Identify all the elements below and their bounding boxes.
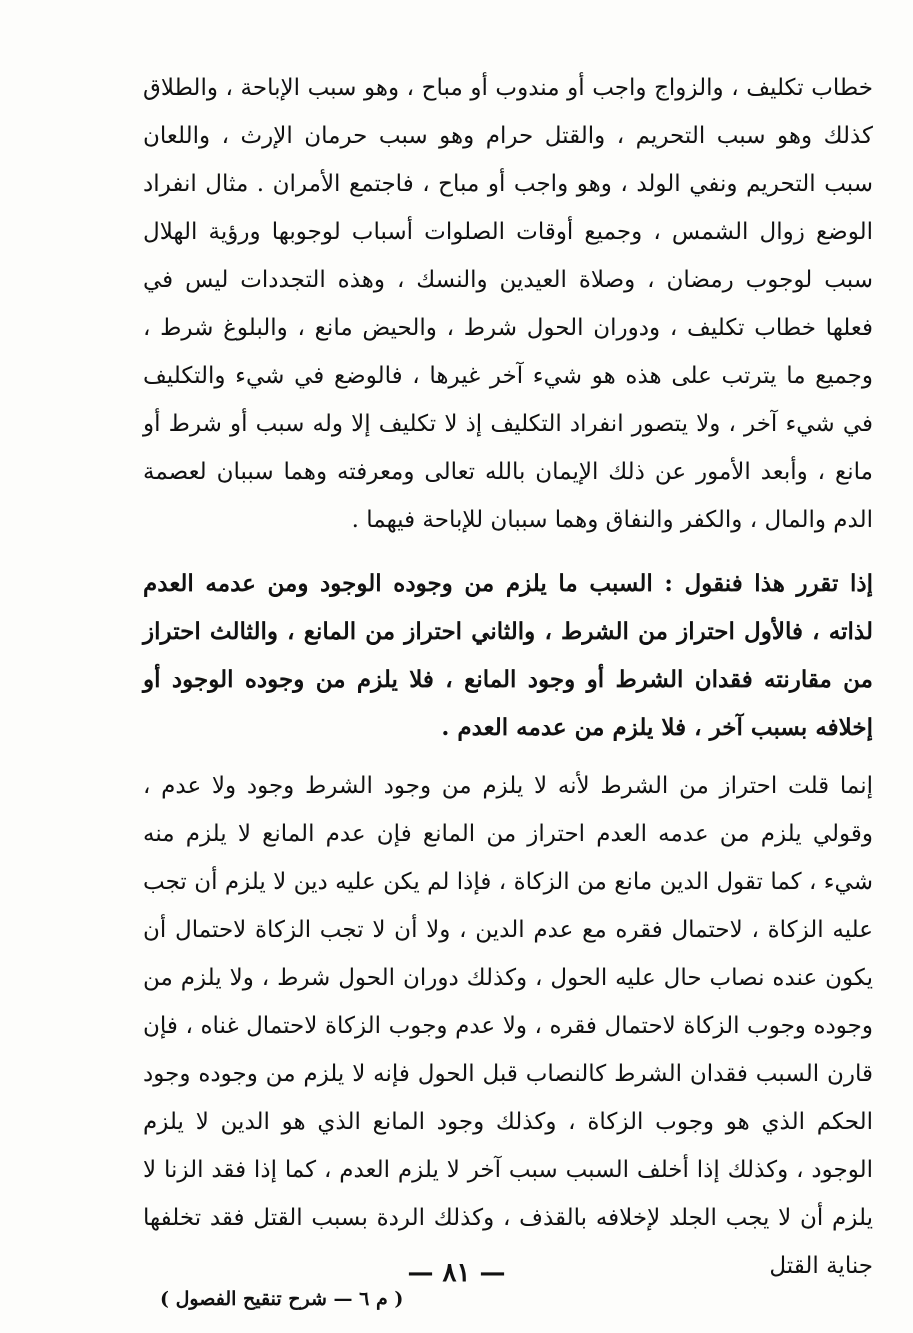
paragraph-3 [143,762,873,1290]
paragraph-1-text: خطاب تكليف ، والزواج واجب أو مندوب أو مباح ، وهو سبب الإباحة ، والطلاق كذلك وهو سبب التحريم ، والقتل حرام وهو سبب حرمان الإرث ، واللعان سبب التحريم ونفي الولد ، وهو واجب أو مباح ، فاجتمع الأمران . مثال انفراد الوضع زوال الشمس ، وجميع أوقات الصلوات أسباب لوجوبها ورؤية الهلال سبب لوجوب رمضان ، وصلاة العيدين والنسك ، وهذه التجددات ليس في فعلها خطاب تكليف ، ودوران الحول شرط ، والحيض مانع ، والبلوغ شرط ، وجميع ما يترتب على هذه هو شيء آخر غيرها ، فالوضع في شيء والتكليف في شيء آخر ، ولا يتصور انفراد التكليف إذ لا تكليف إلا وله سبب أو شرط أو مانع ، وأبعد الأمور عن ذلك الإيمان بالله تعالى ومعرفته وهما سببان لعصمة الدم والمال ، والكفر والنفاق وهما سببان للإباحة فيهما . [143,75,873,533]
footer-signature-note: ( م ٦ — شرح تنقيح الفصول ) [160,1288,404,1310]
paragraph-2 [143,560,873,752]
page-number: — ٨١ — [407,1258,506,1288]
paragraph-2-text: إذا تقرر هذا فنقول : السبب ما يلزم من وجوده الوجود ومن عدمه العدم لذاته ، فالأول احتراز من الشرط ، والثاني احتراز من المانع ، والثالث احتراز من مقارنته فقدان الشرط أو وجود المانع ، فلا يلزم من وجوده الوجود أو إخلافه بسبب آخر ، فلا يلزم من عدمه العدم . [143,570,873,741]
paragraph-3-text: إنما قلت احتراز من الشرط لأنه لا يلزم من وجود الشرط وجود ولا عدم ، وقولي يلزم من عدمه العدم احتراز من المانع فإن عدم المانع لا يلزم منه شيء ، كما تقول الدين مانع من الزكاة ، فإذا لم يكن عليه دين لا يلزم أن تجب عليه الزكاة ، لاحتمال فقره مع عدم الدين ، ولا أن لا تجب الزكاة لاحتمال أن يكون عنده نصاب حال عليه الحول ، وكذلك دوران الحول شرط ، ولا يلزم من وجوده وجوب الزكاة لاحتمال فقره ، ولا عدم وجوب الزكاة لاحتمال غناه ، فإن قارن السبب فقدان الشرط كالنصاب قبل الحول فإنه لا يلزم من وجوده وجود الحكم الذي هو وجوب الزكاة ، وكذلك وجود المانع الذي هو الدين لا يلزم الوجود ، وكذلك إذا أخلف السبب سبب آخر لا يلزم العدم ، كما إذا فقد الزنا لا يلزم أن لا يجب الجلد لإخلافه بالقذف ، وكذلك الردة بسبب القتل فقد تخلفها جناية القتل [143,773,873,1279]
paragraph-1 [143,64,873,544]
